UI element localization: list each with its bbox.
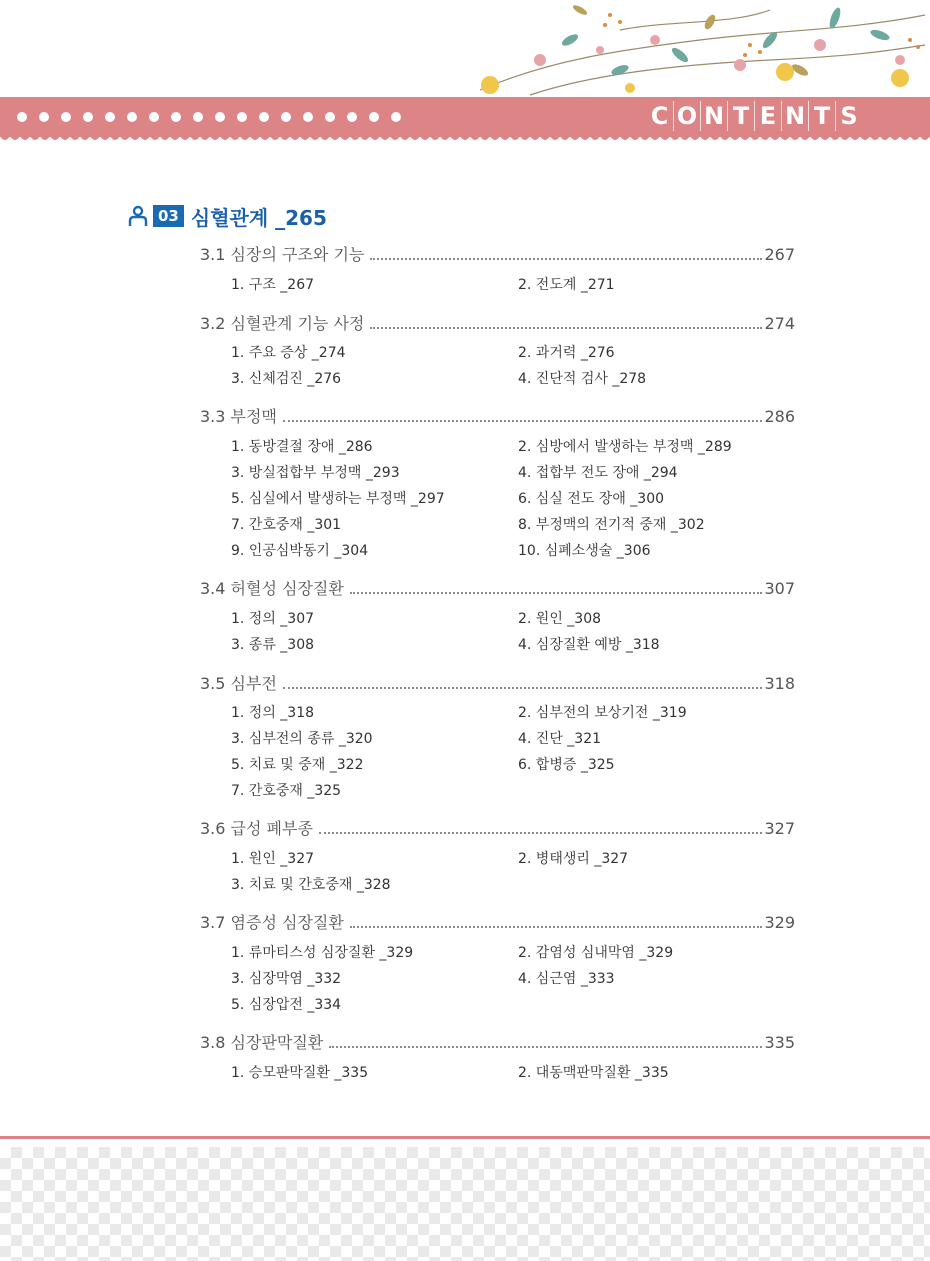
- dot-leader: [370, 327, 762, 329]
- toc-item[interactable]: 8. 부정맥의 전기적 중재 _302: [518, 517, 705, 533]
- section-title: 3.2 심혈관계 기능 사정: [200, 314, 365, 333]
- footer-divider: [0, 1136, 930, 1139]
- section-page-number: 307: [764, 579, 795, 598]
- dot-leader: [283, 687, 763, 689]
- toc-item[interactable]: 10. 심폐소생술 _306: [518, 543, 651, 559]
- section-title: 3.7 염증성 심장질환: [200, 913, 344, 932]
- toc-item[interactable]: 1. 주요 증상 _274: [231, 345, 346, 361]
- footer-checker-pattern: [0, 1147, 930, 1261]
- section-page-number: 327: [764, 819, 795, 838]
- contents-letter: E: [754, 101, 781, 131]
- contents-letter: N: [700, 101, 727, 131]
- toc-item[interactable]: 2. 심부전의 보상기전 _319: [518, 705, 687, 721]
- dot-leader: [319, 832, 763, 834]
- section-page-number: 318: [764, 674, 795, 693]
- contents-letter: N: [781, 101, 808, 131]
- contents-title: [646, 101, 862, 131]
- toc-item[interactable]: 1. 승모판막질환 _335: [231, 1065, 369, 1081]
- toc-item[interactable]: 4. 진단 _321: [518, 731, 602, 747]
- toc-section-row[interactable]: [200, 816, 795, 840]
- toc-item[interactable]: 4. 진단적 검사 _278: [518, 371, 647, 387]
- contents-letter: T: [808, 101, 835, 131]
- toc-item[interactable]: 6. 심실 전도 장애 _300: [518, 491, 665, 507]
- toc-item[interactable]: 2. 병태생리 _327: [518, 851, 629, 867]
- person-icon: [128, 205, 148, 227]
- toc-item[interactable]: 4. 접합부 전도 장애 _294: [518, 465, 678, 481]
- toc-item[interactable]: 1. 정의 _318: [231, 705, 315, 721]
- contents-letter: O: [673, 101, 700, 131]
- dot-leader: [283, 420, 763, 422]
- toc-item[interactable]: 2. 과거력 _276: [518, 345, 615, 361]
- contents-letter: T: [727, 101, 754, 131]
- toc-section-row[interactable]: [200, 671, 795, 695]
- toc-item[interactable]: 9. 인공심박동기 _304: [231, 543, 369, 559]
- section-title: 3.6 급성 폐부종: [200, 819, 313, 838]
- section-page-number: 267: [764, 245, 795, 264]
- section-title: 3.8 심장판막질환: [200, 1033, 324, 1052]
- section-title: 3.4 허혈성 심장질환: [200, 579, 344, 598]
- section-title: 3.1 심장의 구조와 기능: [200, 245, 365, 264]
- section-page-number: 274: [764, 314, 795, 333]
- toc-item[interactable]: 1. 동방결절 장애 _286: [231, 439, 373, 455]
- toc-item[interactable]: 3. 방실접합부 부정맥 _293: [231, 465, 400, 481]
- section-page-number: 335: [764, 1033, 795, 1052]
- toc-item[interactable]: 2. 대동맥판막질환 _335: [518, 1065, 669, 1081]
- header-scallop-edge: [0, 134, 930, 144]
- toc-item[interactable]: 2. 전도계 _271: [518, 277, 615, 293]
- dot-leader: [350, 592, 763, 594]
- section-title: 3.5 심부전: [200, 674, 277, 693]
- toc-item[interactable]: 3. 심부전의 종류 _320: [231, 731, 373, 747]
- toc-item[interactable]: 1. 구조 _267: [231, 277, 315, 293]
- section-page-number: 329: [764, 913, 795, 932]
- toc-item[interactable]: 4. 심근염 _333: [518, 971, 615, 987]
- toc-item[interactable]: 5. 치료 및 중재 _322: [231, 757, 364, 773]
- toc-item[interactable]: 2. 감염성 심내막염 _329: [518, 945, 674, 961]
- toc-section-row[interactable]: [200, 242, 795, 266]
- toc-section-row[interactable]: [200, 910, 795, 934]
- toc-item[interactable]: 2. 심방에서 발생하는 부정맥 _289: [518, 439, 732, 455]
- dot-leader: [350, 926, 763, 928]
- chapter-title: 심혈관계 _265: [190, 205, 327, 230]
- dot-leader: [370, 258, 762, 260]
- toc-item[interactable]: 1. 원인 _327: [231, 851, 315, 867]
- toc-item[interactable]: 3. 치료 및 간호중재 _328: [231, 877, 391, 893]
- toc-item[interactable]: 7. 간호중재 _325: [231, 783, 342, 799]
- chapter-number-badge: 03: [153, 205, 184, 227]
- chapter-heading[interactable]: [128, 202, 327, 230]
- header-dot-row: [16, 110, 416, 124]
- toc-section-row[interactable]: [200, 404, 795, 428]
- toc-item[interactable]: 6. 합병증 _325: [518, 757, 615, 773]
- toc-item[interactable]: 2. 원인 _308: [518, 611, 602, 627]
- dot-leader: [329, 1046, 762, 1048]
- toc-item[interactable]: 3. 종류 _308: [231, 637, 315, 653]
- contents-letter: S: [835, 101, 862, 131]
- toc-section-row[interactable]: [200, 576, 795, 600]
- toc-item[interactable]: 1. 류마티스성 심장질환 _329: [231, 945, 414, 961]
- toc-item[interactable]: 4. 심장질환 예방 _318: [518, 637, 660, 653]
- toc-item[interactable]: 7. 간호중재 _301: [231, 517, 342, 533]
- toc-item[interactable]: 1. 정의 _307: [231, 611, 315, 627]
- toc-item[interactable]: 5. 심실에서 발생하는 부정맥 _297: [231, 491, 445, 507]
- toc-item[interactable]: 3. 심장막염 _332: [231, 971, 342, 987]
- toc-item[interactable]: 5. 심장압전 _334: [231, 997, 342, 1013]
- contents-letter: C: [650, 102, 669, 130]
- toc-item[interactable]: 3. 신체검진 _276: [231, 371, 342, 387]
- section-page-number: 286: [764, 407, 795, 426]
- toc-section-row[interactable]: [200, 1030, 795, 1054]
- floral-decoration: [470, 0, 930, 100]
- section-title: 3.3 부정맥: [200, 407, 277, 426]
- toc-section-row[interactable]: [200, 311, 795, 335]
